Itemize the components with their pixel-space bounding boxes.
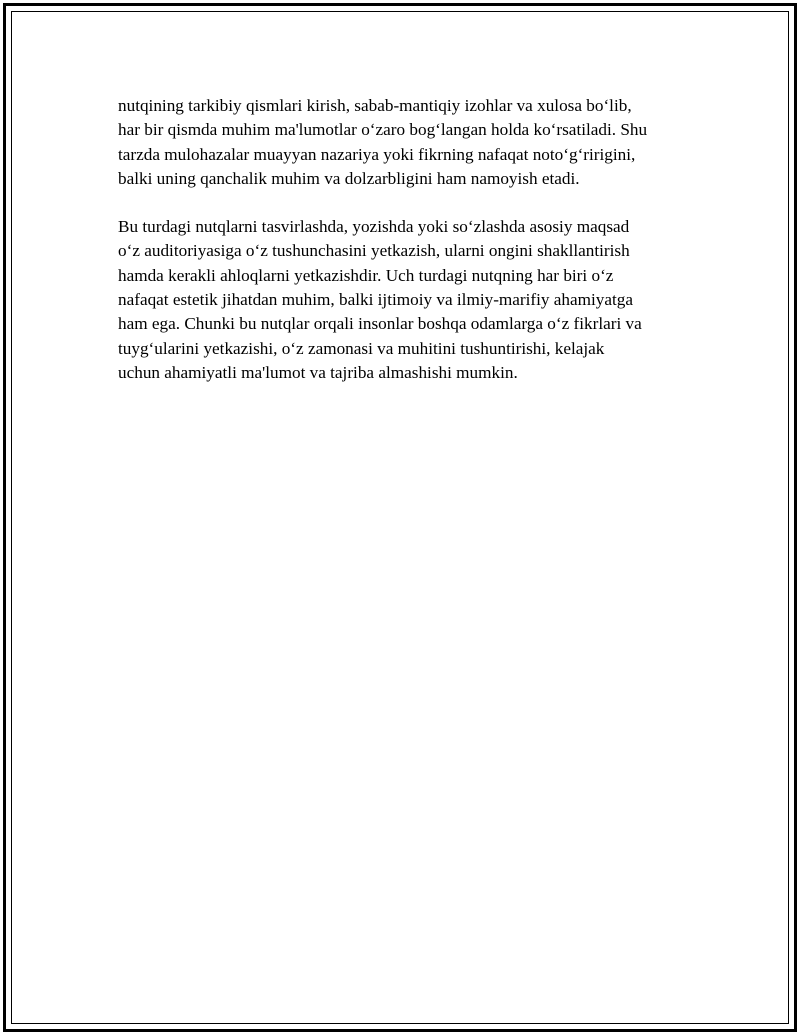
text-line: nafaqat estetik jihatdan muhim, balki ijtimoiy va ilmiy-marifiy ahamiyatga <box>118 290 634 310</box>
text-line: tuyg‘ularini yetkazishi, o‘z zamonasi va muhitini tushuntirishi, kelajak <box>118 338 605 358</box>
text-line: nutqining tarkibiy qismlari kirish, sabab-mantiqiy izohlar va xulosa bo‘lib, <box>118 96 632 115</box>
text-line: hamda kerakli ahloqlarni yetkazishdir. Uch turdagi nutqning har biri o‘z <box>118 265 614 285</box>
text-line: Bu turdagi nutqlarni tasvirlashda, yozishda yoki so‘zlashda asosiy maqsad <box>118 217 630 237</box>
paragraph-1 <box>118 94 693 191</box>
text-line: ham ega. Chunki bu nutqlar orqali insonlar boshqa odamlarga o‘z fikrlari va <box>118 314 642 334</box>
text-line: o‘z auditoriyasiga o‘z tushunchasini yetkazish, ularni ongini shakllantirish <box>118 241 630 261</box>
paragraph-2 <box>118 215 693 385</box>
document-body <box>118 94 693 385</box>
text-line: uchun ahamiyatli ma'lumot va tajriba almashishi mumkin. <box>118 362 518 382</box>
text-line: balki uning qanchalik muhim va dolzarbligini ham namoyish etadi. <box>118 168 580 188</box>
text-line: tarzda mulohazalar muayyan nazariya yoki fikrning nafaqat noto‘g‘ririgini, <box>118 144 636 164</box>
text-line: har bir qismda muhim ma'lumotlar o‘zaro bog‘langan holda ko‘rsatiladi. Shu <box>118 120 648 140</box>
